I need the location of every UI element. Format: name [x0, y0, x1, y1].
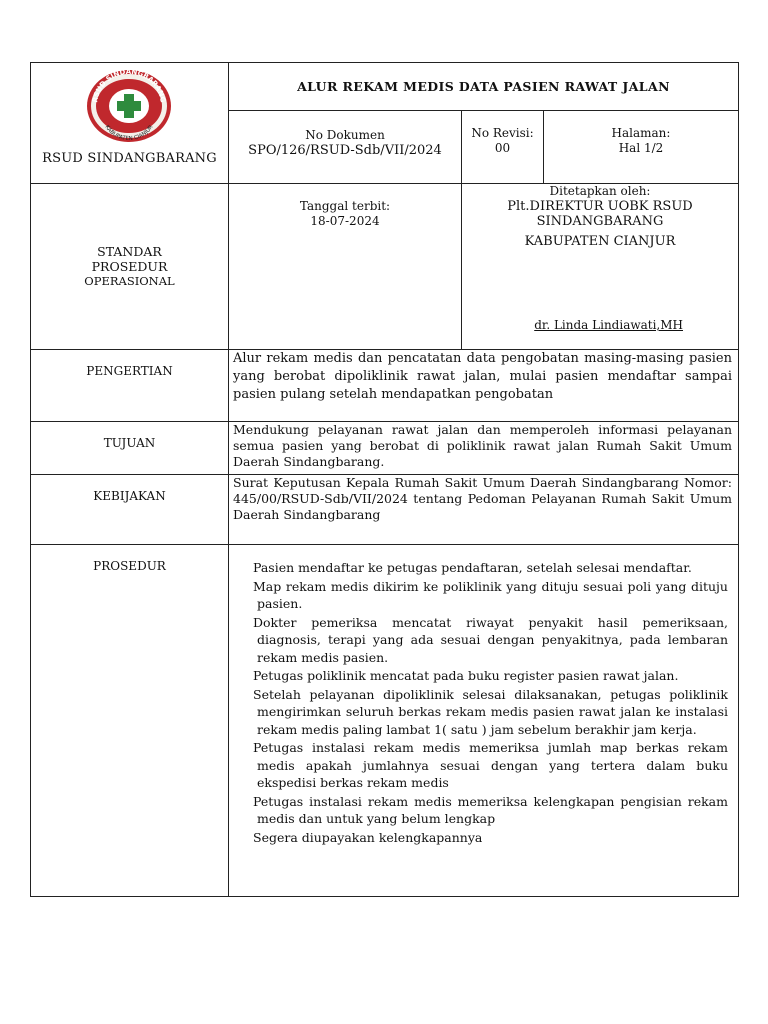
revision-label: No Revisi:: [471, 126, 534, 140]
tujuan-text: Mendukung pelayanan rawat jalan dan memperoleh informasi pelayanan semua pasien yang berobat di poliklinik rawat jalan Rumah Sakit Umum Daerah Sindangbarang.: [233, 422, 732, 469]
tujuan-text-cell: [229, 422, 739, 475]
sop-document: [30, 62, 738, 897]
logo-cell: [31, 63, 229, 184]
prosedur-step: Petugas poliklinik mencatat pada buku register pasien rawat jalan.: [253, 668, 679, 683]
revision-cell: [462, 111, 544, 184]
issue-date-label: Tanggal terbit:: [299, 199, 391, 213]
prosedur-label: PROSEDUR: [93, 559, 166, 573]
doc-number-label: No Dokumen: [305, 128, 385, 142]
doc-number-cell: [229, 111, 462, 184]
hospital-logo: [85, 68, 173, 144]
pengertian-text: Alur rekam medis dan pencatatan data pengobatan masing-masing pasien yang berobat dipoliklinik rawat jalan, mulai pasien mendaftar sampai pasien pulang setelah mendapatkan pengobatan: [233, 351, 732, 402]
approval-cell: [462, 184, 739, 350]
prosedur-step: Pasien mendaftar ke petugas pendaftaran, setelah selesai mendaftar.: [253, 560, 692, 575]
tujuan-label: TUJUAN: [103, 436, 156, 450]
document-title: ALUR REKAM MEDIS DATA PASIEN RAWAT JALAN: [297, 79, 670, 94]
revision-value: 00: [494, 141, 511, 155]
prosedur-step: Setelah pelayanan dipoliklinik selesai dilaksanakan, petugas poliklinik mengirimkan seluruh berkas rekam medis pasien rawat jalan ke instalasi rekam medis paling lambat 1( satu ) jam sebelum berakhir jam kerja.: [253, 686, 728, 737]
page-value: Hal 1/2: [618, 141, 664, 155]
prosedur-step: Petugas instalasi rekam medis memeriksa kelengkapan pengisian rekam medis dan untuk yang belum lengkap: [253, 793, 728, 826]
spo-label-line3: OPERASIONAL: [84, 274, 175, 288]
prosedur-steps: [229, 545, 738, 846]
kebijakan-label-cell: [31, 475, 229, 545]
spo-label-cell: [31, 184, 229, 350]
prosedur-label-cell: [31, 545, 229, 897]
kebijakan-text-cell: [229, 475, 739, 545]
prosedur-step: Petugas instalasi rekam medis memeriksa jumlah map berkas rekam medis apakah jumlahnya sesuai dengan yang tertera dalam buku ekspedisi berkas rekam medis: [253, 740, 728, 790]
signer-name: dr. Linda Lindiawati,MH: [534, 318, 683, 332]
page-label: Halaman:: [611, 126, 671, 140]
spo-label-line1: STANDAR: [97, 244, 162, 259]
director-line1: Plt.DIREKTUR UOBK RSUD: [507, 199, 693, 214]
issue-date-value: 18-07-2024: [310, 214, 380, 228]
pengertian-text-cell: [229, 350, 739, 422]
prosedur-step: Dokter pemeriksa mencatat riwayat penyakit hasil pemeriksaan, diagnosis, terapi yang ada sesuai dengan penyakitnya, pada lembaran rekam medis pasien.: [253, 614, 728, 665]
prosedur-steps-cell: [229, 545, 739, 897]
kebijakan-label: KEBIJAKAN: [93, 489, 166, 503]
sop-table: [30, 62, 739, 897]
pengertian-label: PENGERTIAN: [86, 364, 173, 378]
svg-text:RSUD SINDANGBARANG: RSUD SINDANGBARANG: [91, 68, 167, 104]
set-by-label: Ditetapkan oleh:: [549, 184, 651, 198]
hospital-name: RSUD SINDANGBARANG: [42, 151, 217, 166]
kebijakan-text: Surat Keputusan Kepala Rumah Sakit Umum Daerah Sindangbarang Nomor: 445/00/RSUD-Sdb/VII/2024 tentang Pedoman Pelayanan Rumah Sakit Umum Daerah Sindangbarang: [233, 475, 732, 522]
prosedur-step: Map rekam medis dikirim ke poliklinik yang dituju sesuai poli yang dituju pasien.: [253, 578, 728, 611]
director-line2: SINDANGBARANG: [536, 214, 664, 229]
tujuan-label-cell: [31, 422, 229, 475]
pengertian-label-cell: [31, 350, 229, 422]
issue-date-cell: [229, 184, 462, 350]
svg-text:KABUPATEN CIANJUR: KABUPATEN CIANJUR: [103, 124, 155, 143]
director-line3: KABUPATEN CIANJUR: [524, 234, 676, 249]
prosedur-step: Segera diupayakan kelengkapannya: [253, 829, 483, 845]
page-cell: [544, 111, 739, 184]
title-cell: [229, 63, 739, 111]
doc-number-value: SPO/126/RSUD-Sdb/VII/2024: [248, 143, 442, 158]
spo-label-line2: PROSEDUR: [91, 259, 168, 274]
